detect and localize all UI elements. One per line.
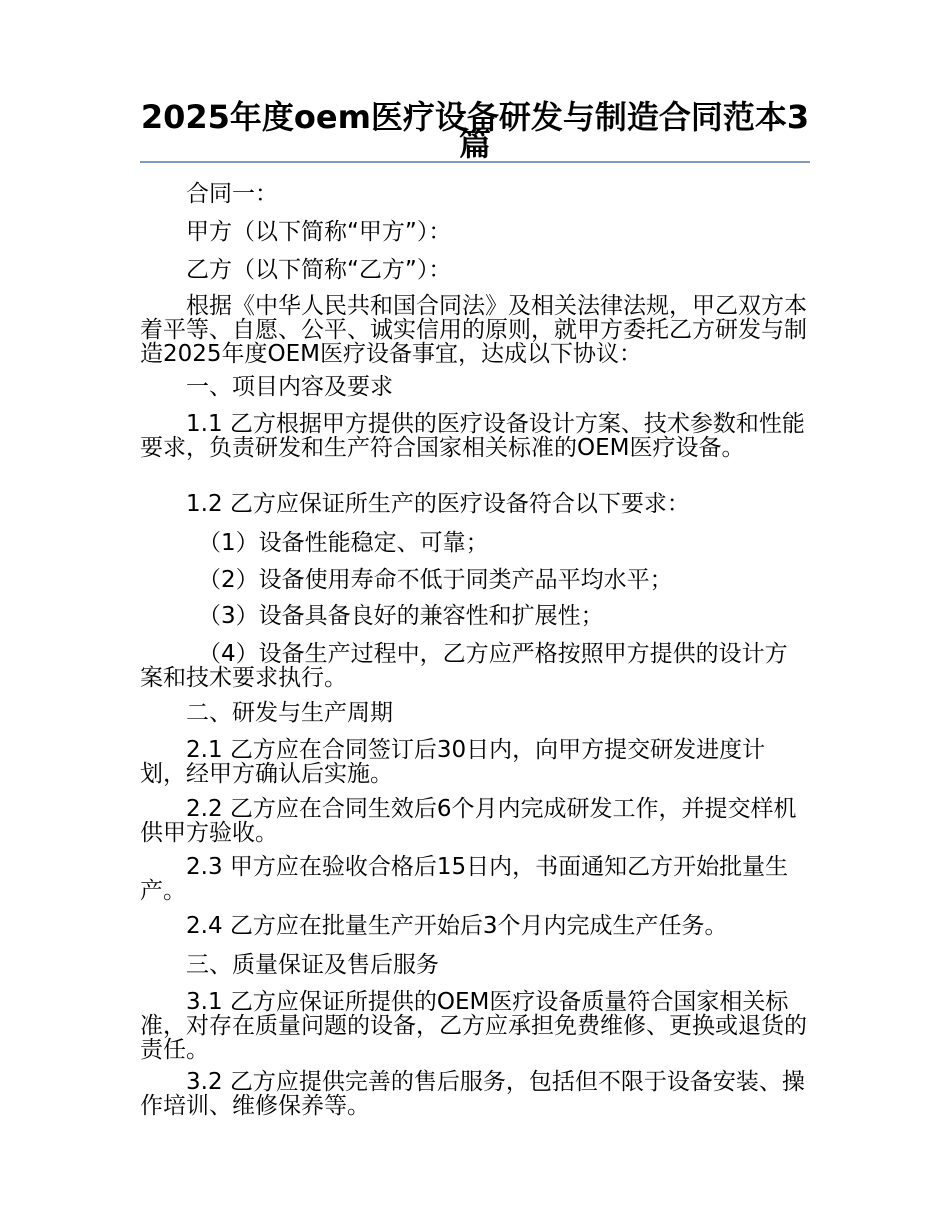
- paragraph-preamble: 根据《中华人民共和国合同法》及相关法律法规，甲乙双方本着平等、自愿、公平、诚实信用的原则，就甲方委托乙方研发与制造2025年度OEM医疗设备事宜，达成以下协议：: [140, 293, 807, 367]
- clause-3-1: 3.1 乙方应保证所提供的OEM医疗设备质量符合国家相关标准，对存在质量问题的设备，乙方应承担免费维修、更换或退货的责任。: [140, 989, 807, 1063]
- title-underline: [140, 161, 810, 163]
- clause-3-2: 3.2 乙方应提供完善的售后服务，包括但不限于设备安装、操作培训、维修保养等。: [140, 1069, 805, 1119]
- paragraph-party-b: 乙方（以下简称“乙方”）：: [186, 257, 452, 283]
- clause-1-1: 1.1 乙方根据甲方提供的医疗设备设计方案、技术参数和性能要求，负责研发和生产符合国家相关标准的OEM医疗设备。: [140, 411, 805, 461]
- document-title: 2025年度oem医疗设备研发与制造合同范本3篇: [140, 98, 810, 163]
- section-heading-1: 一、项目内容及要求: [186, 374, 393, 400]
- paragraph-party-a: 甲方（以下简称“甲方”）：: [186, 219, 452, 245]
- requirement-4: （4）设备生产过程中，乙方应严格按照甲方提供的设计方案和技术要求执行。: [140, 641, 788, 691]
- section-heading-2: 二、研发与生产周期: [186, 700, 393, 726]
- clause-2-2: 2.2 乙方应在合同生效后6个月内完成研发工作，并提交样机供甲方验收。: [140, 796, 797, 846]
- requirement-1: （1）设备性能稳定、可靠；: [198, 530, 489, 556]
- clause-1-2: 1.2 乙方应保证所生产的医疗设备符合以下要求：: [186, 491, 690, 517]
- clause-2-3: 2.3 甲方应在验收合格后15日内，书面通知乙方开始批量生产。: [140, 854, 789, 904]
- requirement-3: （3）设备具备良好的兼容性和扩展性；: [198, 603, 604, 629]
- requirement-2: （2）设备使用寿命不低于同类产品平均水平；: [198, 567, 673, 593]
- clause-2-4: 2.4 乙方应在批量生产开始后3个月内完成生产任务。: [186, 913, 728, 939]
- paragraph-contract-one: 合同一：: [186, 181, 278, 207]
- clause-2-1: 2.1 乙方应在合同签订后30日内，向甲方提交研发进度计划，经甲方确认后实施。: [140, 737, 766, 787]
- section-heading-3: 三、质量保证及售后服务: [186, 952, 439, 978]
